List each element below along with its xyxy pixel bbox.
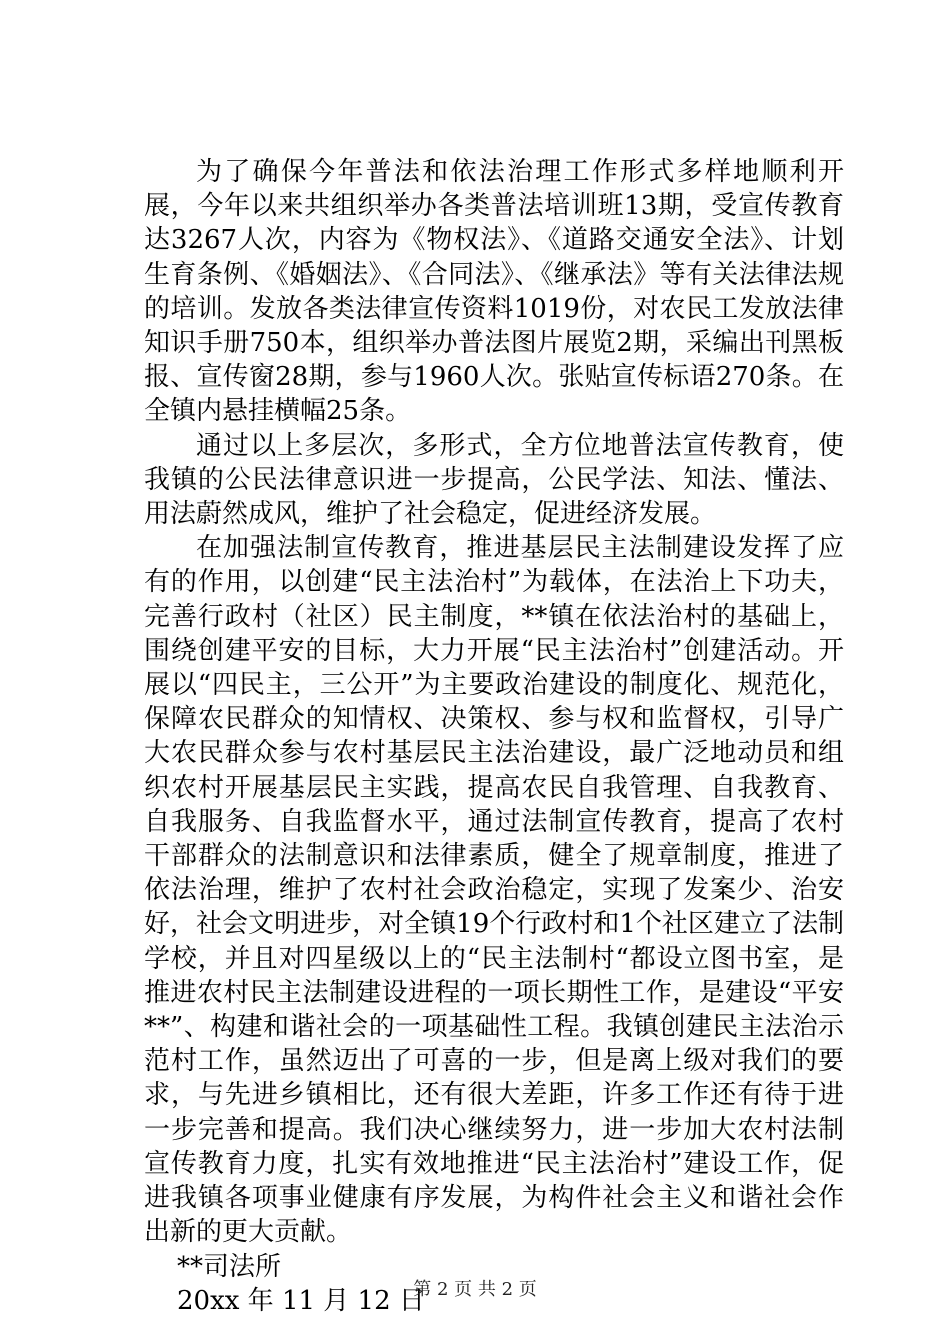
signature-date: 20xx 年 11 月 12 日	[177, 1285, 425, 1316]
paragraph-training-summary: 为了确保今年普法和依法治理工作形式多样地顺利开展，今年以来共组织举办各类普法培训班13期，受宣传教育达3267人次，内容为《物权法》、《道路交通安全法》、计划生育条例、《婚姻法》、《合同法》、《继承法》等有关法律法规的培训。发放各类法律宣传资料1019份，对农民工发放法律知识手册750本，组织举办普法图片展览2期，采编出刊黑板报、宣传窗28期，参与1960人次。张贴宣传标语270条。在全镇内悬挂横幅25条。	[144, 157, 844, 427]
paragraph-legal-awareness: 通过以上多层次，多形式，全方位地普法宣传教育，使我镇的公民法律意识进一步提高，公民学法、知法、懂法、用法蔚然成风，维护了社会稳定，促进经济发展。	[144, 430, 844, 530]
page-footer: 第 2 页 共 2 页	[413, 1279, 537, 1300]
paragraph-democratic-village: 在加强法制宣传教育，推进基层民主法制建设发挥了应有的作用，以创建“民主法治村”为载体，在法治上下功夫，完善行政村（社区）民主制度，**镇在依法治村的基础上，围绕创建平安的目标，大力开展“民主法治村”创建活动。开展以“四民主，三公开”为主要政治建设的制度化、规范化，保障农民群众的知情权、决策权、参与权和监督权，引导广大农民群众参与农村基层民主法治建设，最广泛地动员和组织农村开展基层民主实践，提高农民自我管理、自我教育、自我服务、自我监督水平，通过法制宣传教育，提高了农村干部群众的法制意识和法律素质，健全了规章制度，推进了依法治理，维护了农村社会政治稳定，实现了发案少、治安好，社会文明进步，对全镇19个行政村和1个社区建立了法制学校，并且对四星级以上的“民主法制村“都设立图书室，是推进农村民主法制建设进程的一项长期性工作，是建设“平安**”、构建和谐社会的一项基础性工程。我镇创建民主法治示范村工作，虽然迈出了可喜的一步，但是离上级对我们的要求，与先进乡镇相比，还有很大差距，许多工作还有待于进一步完善和提高。我们决心继续努力，进一步加大农村法制宣传教育力度，扎实有效地推进“民主法治村”建设工作，促进我镇各项事业健康有序发展，为构件社会主义和谐社会作出新的更大贡献。	[144, 533, 844, 1248]
document-body	[144, 155, 844, 1318]
signature-office: **司法所	[177, 1251, 282, 1282]
